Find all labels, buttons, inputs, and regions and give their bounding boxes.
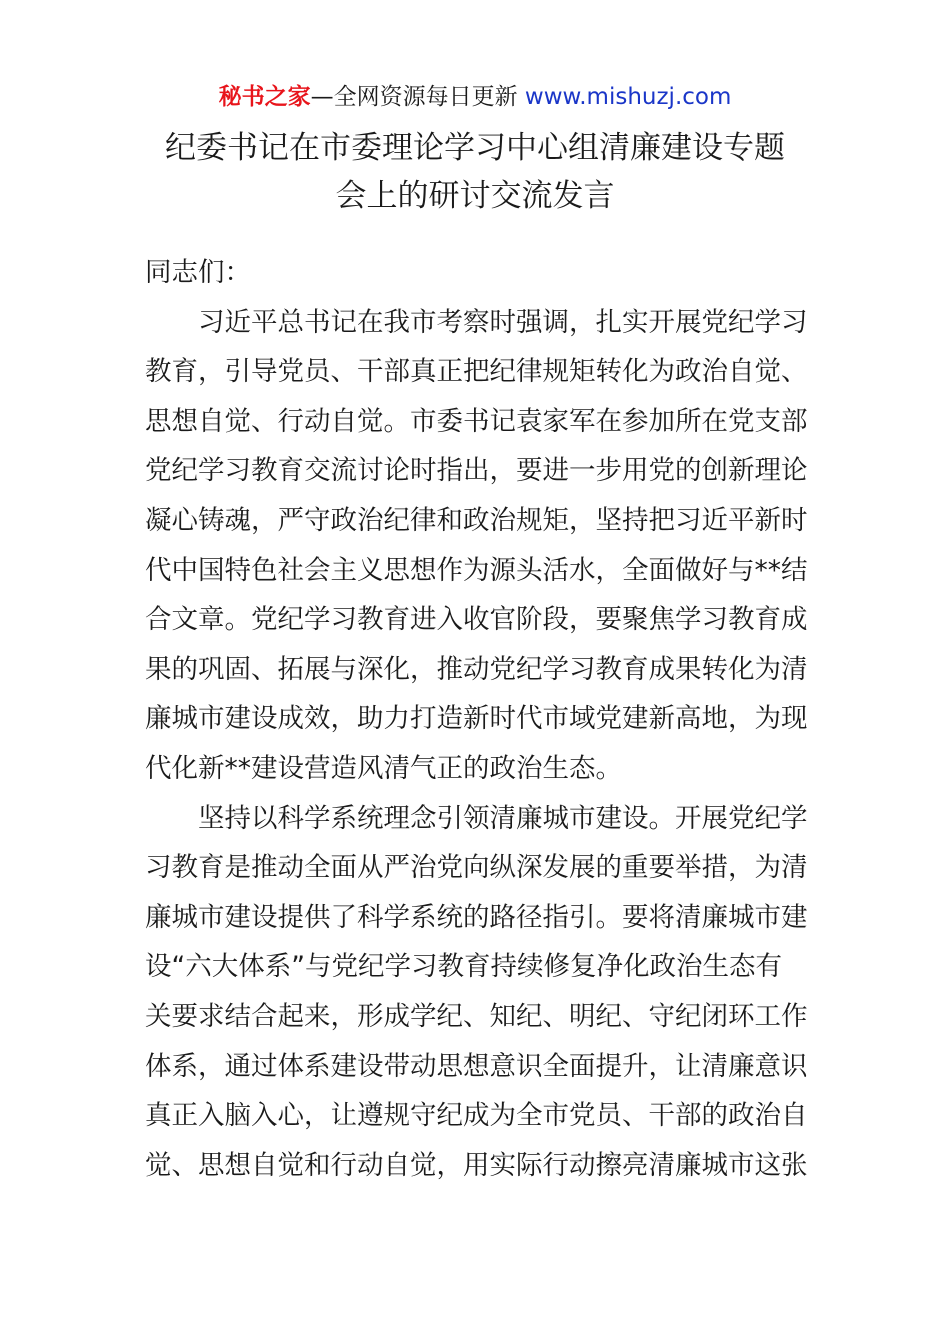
paragraph-line: 教育，引导党员、干部真正把纪律规矩转化为政治自觉、: [145, 356, 808, 388]
paragraph-line: 设“六大体系”与党纪学习教育持续修复净化政治生态有: [145, 951, 782, 983]
paragraph-1: [145, 298, 809, 794]
title-line-1: 纪委书记在市委理论学习中心组清廉建设专题: [165, 130, 785, 166]
paragraph-line: 代化新**建设营造风清气正的政治生态。: [145, 752, 622, 784]
title-line-2: 会上的研讨交流发言: [335, 178, 615, 214]
paragraph-line: 代中国特色社会主义思想作为源头活水，全面做好与**结: [145, 554, 808, 586]
paragraph-line: 习近平总书记在我市考察时强调，扎实开展党纪学习: [198, 306, 808, 338]
paragraph-line: 真正入脑入心，让遵规守纪成为全市党员、干部的政治自: [145, 1100, 808, 1132]
paragraph-line: 凝心铸魂，严守政治纪律和政治规矩，坚持把习近平新时: [145, 504, 808, 536]
paragraph-line: 思想自觉、行动自觉。市委书记袁家军在参加所在党支部: [145, 405, 808, 437]
paragraph-line: 觉、思想自觉和行动自觉，用实际行动擦亮清廉城市这张: [145, 1149, 808, 1181]
header-tagline: —全网资源每日更新: [310, 84, 525, 110]
salutation: 同志们：: [145, 257, 251, 288]
document-body: [145, 248, 809, 1190]
site-url: www.mishuzj.com: [524, 84, 732, 110]
brand-name: 秘书之家: [218, 84, 311, 110]
paragraph-line: 关要求结合起来，形成学纪、知纪、明纪、守纪闭环工作: [145, 1000, 808, 1032]
paragraph-line: 果的巩固、拓展与深化，推动党纪学习教育成果转化为清: [145, 653, 808, 685]
paragraph-line: 合文章。党纪学习教育进入收官阶段，要聚焦学习教育成: [145, 604, 808, 636]
paragraph-line: 体系，通过体系建设带动思想意识全面提升，让清廉意识: [145, 1050, 808, 1082]
paragraph-line: 习教育是推动全面从严治党向纵深发展的重要举措，为清: [145, 852, 808, 884]
document-title: [0, 124, 950, 220]
paragraph-line: 廉城市建设提供了科学系统的路径指引。要将清廉城市建: [145, 901, 808, 933]
watermark-header: [0, 80, 950, 114]
paragraph-line: 党纪学习教育交流讨论时指出，要进一步用党的创新理论: [145, 455, 808, 487]
paragraph-2: [145, 794, 809, 1191]
paragraph-line: 坚持以科学系统理念引领清廉城市建设。开展党纪学: [198, 802, 808, 834]
paragraph-line: 廉城市建设成效，助力打造新时代市域党建新高地，为现: [145, 703, 808, 735]
